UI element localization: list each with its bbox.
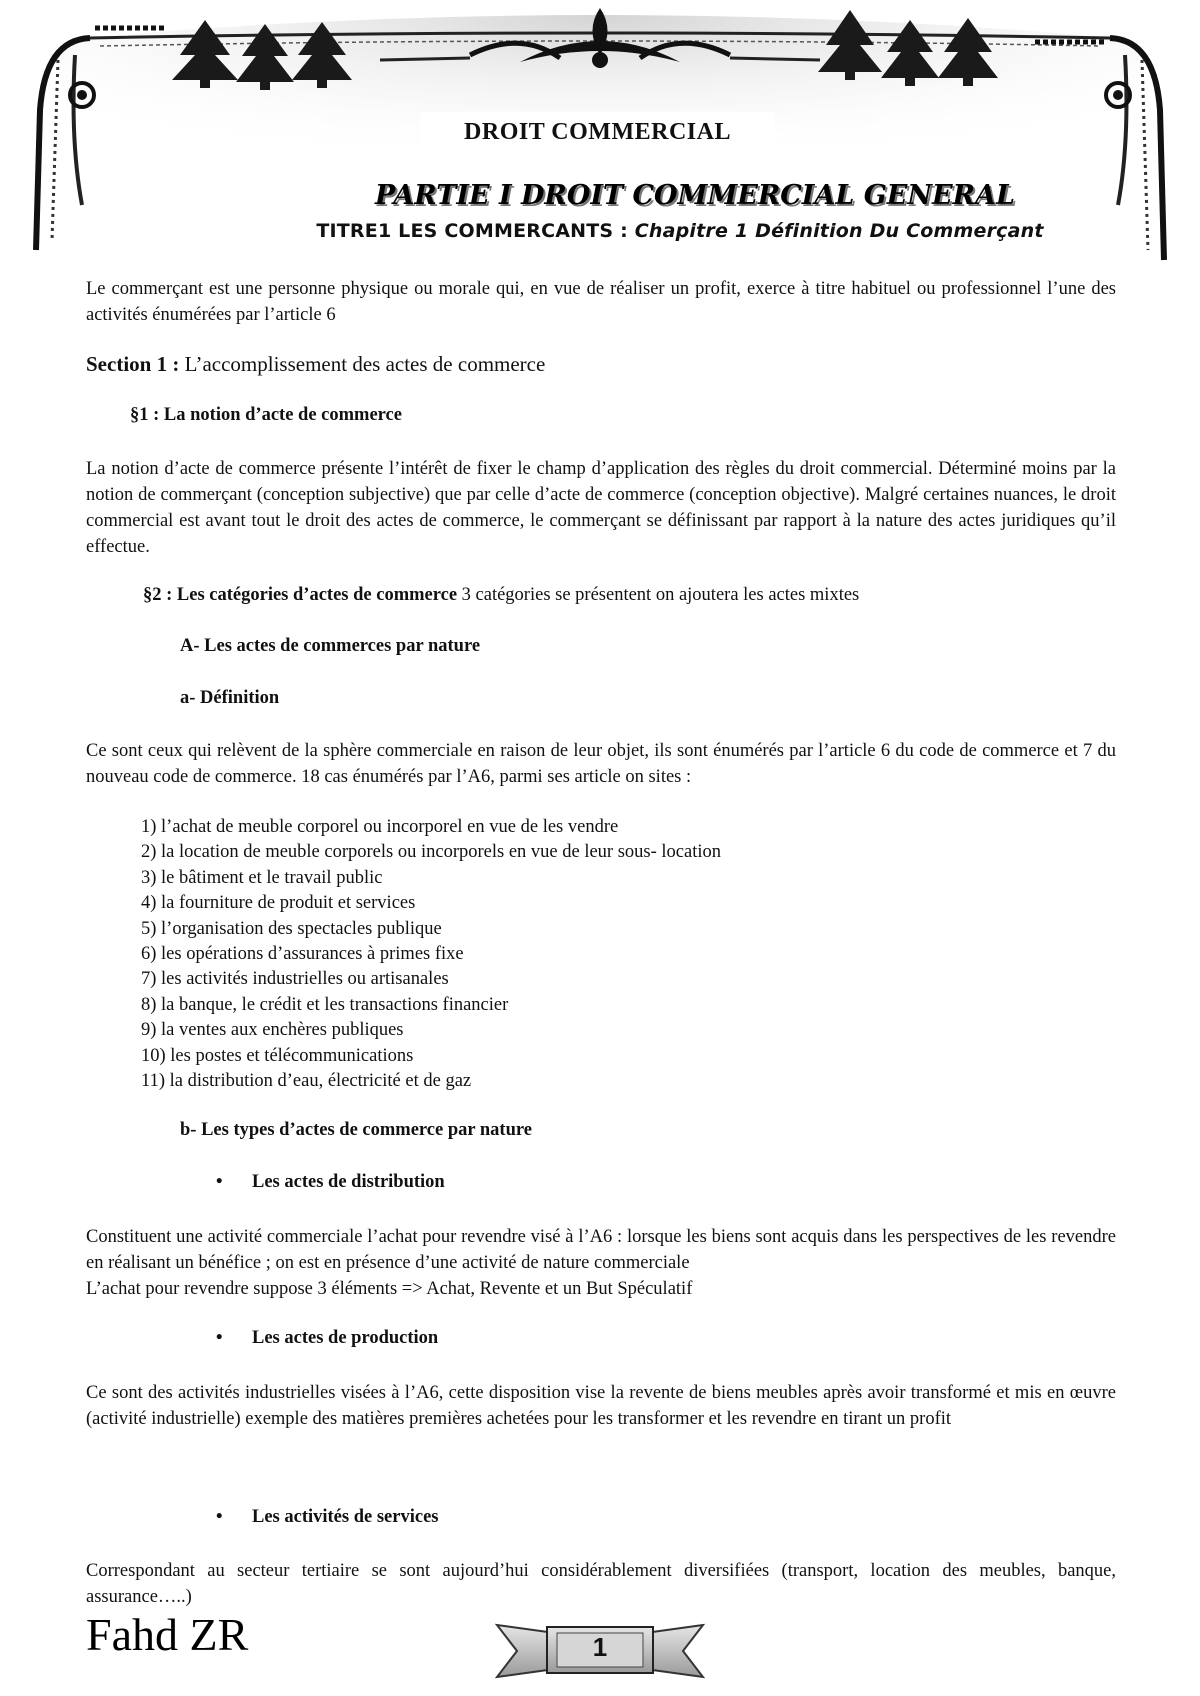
part-a-definition-heading: a- Définition — [180, 688, 280, 708]
page-number: 1 — [592, 1632, 608, 1662]
document-title: DROIT COMMERCIAL — [420, 112, 775, 152]
titre-label: TITRE1 LES COMMERCANTS : — [316, 220, 635, 242]
titre-heading — [300, 220, 1060, 242]
partie-heading: PARTIE I DROIT COMMERCIAL GENERAL — [375, 180, 1015, 211]
activities-list — [141, 815, 721, 1094]
chapitre-label: Chapitre 1 Définition Du Commerçant — [634, 220, 1044, 242]
list-item: 8) la banque, le crédit et les transactions financier — [141, 994, 509, 1015]
list-item: 6) les opérations d’assurances à primes fixe — [141, 944, 464, 965]
distribution-elements: L’achat pour revendre suppose 3 éléments => Achat, Revente et un But Spéculatif — [86, 1279, 693, 1299]
services-paragraph: Correspondant au secteur tertiaire se sont aujourd’hui considérablement diversifiées (transport, location des meubles, banque, assurance…..) — [86, 1561, 1116, 1607]
part-a-heading: A- Les actes de commerces par nature — [180, 636, 481, 656]
production-paragraph: Ce sont des activités industrielles visées à l’A6, cette disposition vise la revente de biens meubles après avoir transformé et mis en œuvre (activité industrielle) exemple des matières premières achetées pour les transformer et les revendre en tirant un profit — [86, 1383, 1116, 1429]
list-item: 5) l’organisation des spectacles publique — [141, 918, 442, 939]
distribution-heading: • Les actes de distribution — [252, 1172, 445, 1193]
section-1-title: L’accomplissement des actes de commerce — [179, 352, 546, 376]
list-item: 2) la location de meuble corporels ou incorporels en vue de leur sous- location — [141, 842, 721, 863]
section-1-label: Section 1 : — [86, 352, 180, 376]
list-item: 1) l’achat de meuble corporel ou incorporel en vue de les vendre — [141, 817, 619, 837]
list-item: 10) les postes et télécommunications — [141, 1045, 414, 1066]
author-signature: Fahd ZR — [86, 1609, 249, 1660]
distribution-paragraph: Constituent une activité commerciale l’achat pour revendre visé à l’A6 : lorsque les biens sont acquis dans les perspectives de les revendre en réalisant un bénéfice ; on est en présence d’une activité de nature commerciale — [86, 1227, 1116, 1273]
intro-paragraph: Le commerçant est une personne physique ou morale qui, en vue de réaliser un profit, exerce à titre habituel ou professionnel l’une des activités énumérées par l’article 6 — [86, 279, 1116, 325]
paragraph-1-heading: §1 : La notion d’acte de commerce — [130, 405, 402, 425]
services-heading: • Les activités de services — [252, 1507, 438, 1528]
list-item: 3) le bâtiment et le travail public — [141, 867, 383, 888]
paragraph-1-text: La notion d’acte de commerce présente l’intérêt de fixer le champ d’application des règles du droit commercial. Déterminé moins par la notion de commerçant (conception subjective) que par celle d’acte de commerce (conception objective). Malgré certaines nuances, le droit commercial est avant tout le droit des actes de commerce, le commerçant se définissant par rapport à la nature des actes juridiques qu’il effectue. — [86, 459, 1116, 557]
definition-paragraph: Ce sont ceux qui relèvent de la sphère commerciale en raison de leur objet, ils sont énumérés par l’article 6 du code de commerce et 7 du nouveau code de commerce. 18 cas énumérés par l’A6, parmi ses article on sites : — [86, 741, 1116, 787]
paragraph-2-heading: §2 : Les catégories d’actes de commerce — [143, 585, 458, 605]
list-item: 11) la distribution d’eau, électricité et de gaz — [141, 1071, 472, 1092]
part-b-heading: b- Les types d’actes de commerce par nature — [180, 1120, 532, 1140]
tree-ornaments-right — [818, 10, 998, 86]
list-item: 4) la fourniture de produit et services — [141, 893, 416, 914]
paragraph-2-suffix: 3 catégories se présentent on ajoutera les actes mixtes — [457, 585, 860, 605]
list-item: 7) les activités industrielles ou artisanales — [141, 969, 449, 990]
list-item: 9) la ventes aux enchères publiques — [141, 1020, 404, 1041]
section-1-heading — [86, 352, 545, 377]
production-heading: • Les actes de production — [252, 1328, 438, 1349]
tree-ornaments-left — [172, 20, 352, 90]
paragraph-2-line — [143, 585, 859, 606]
